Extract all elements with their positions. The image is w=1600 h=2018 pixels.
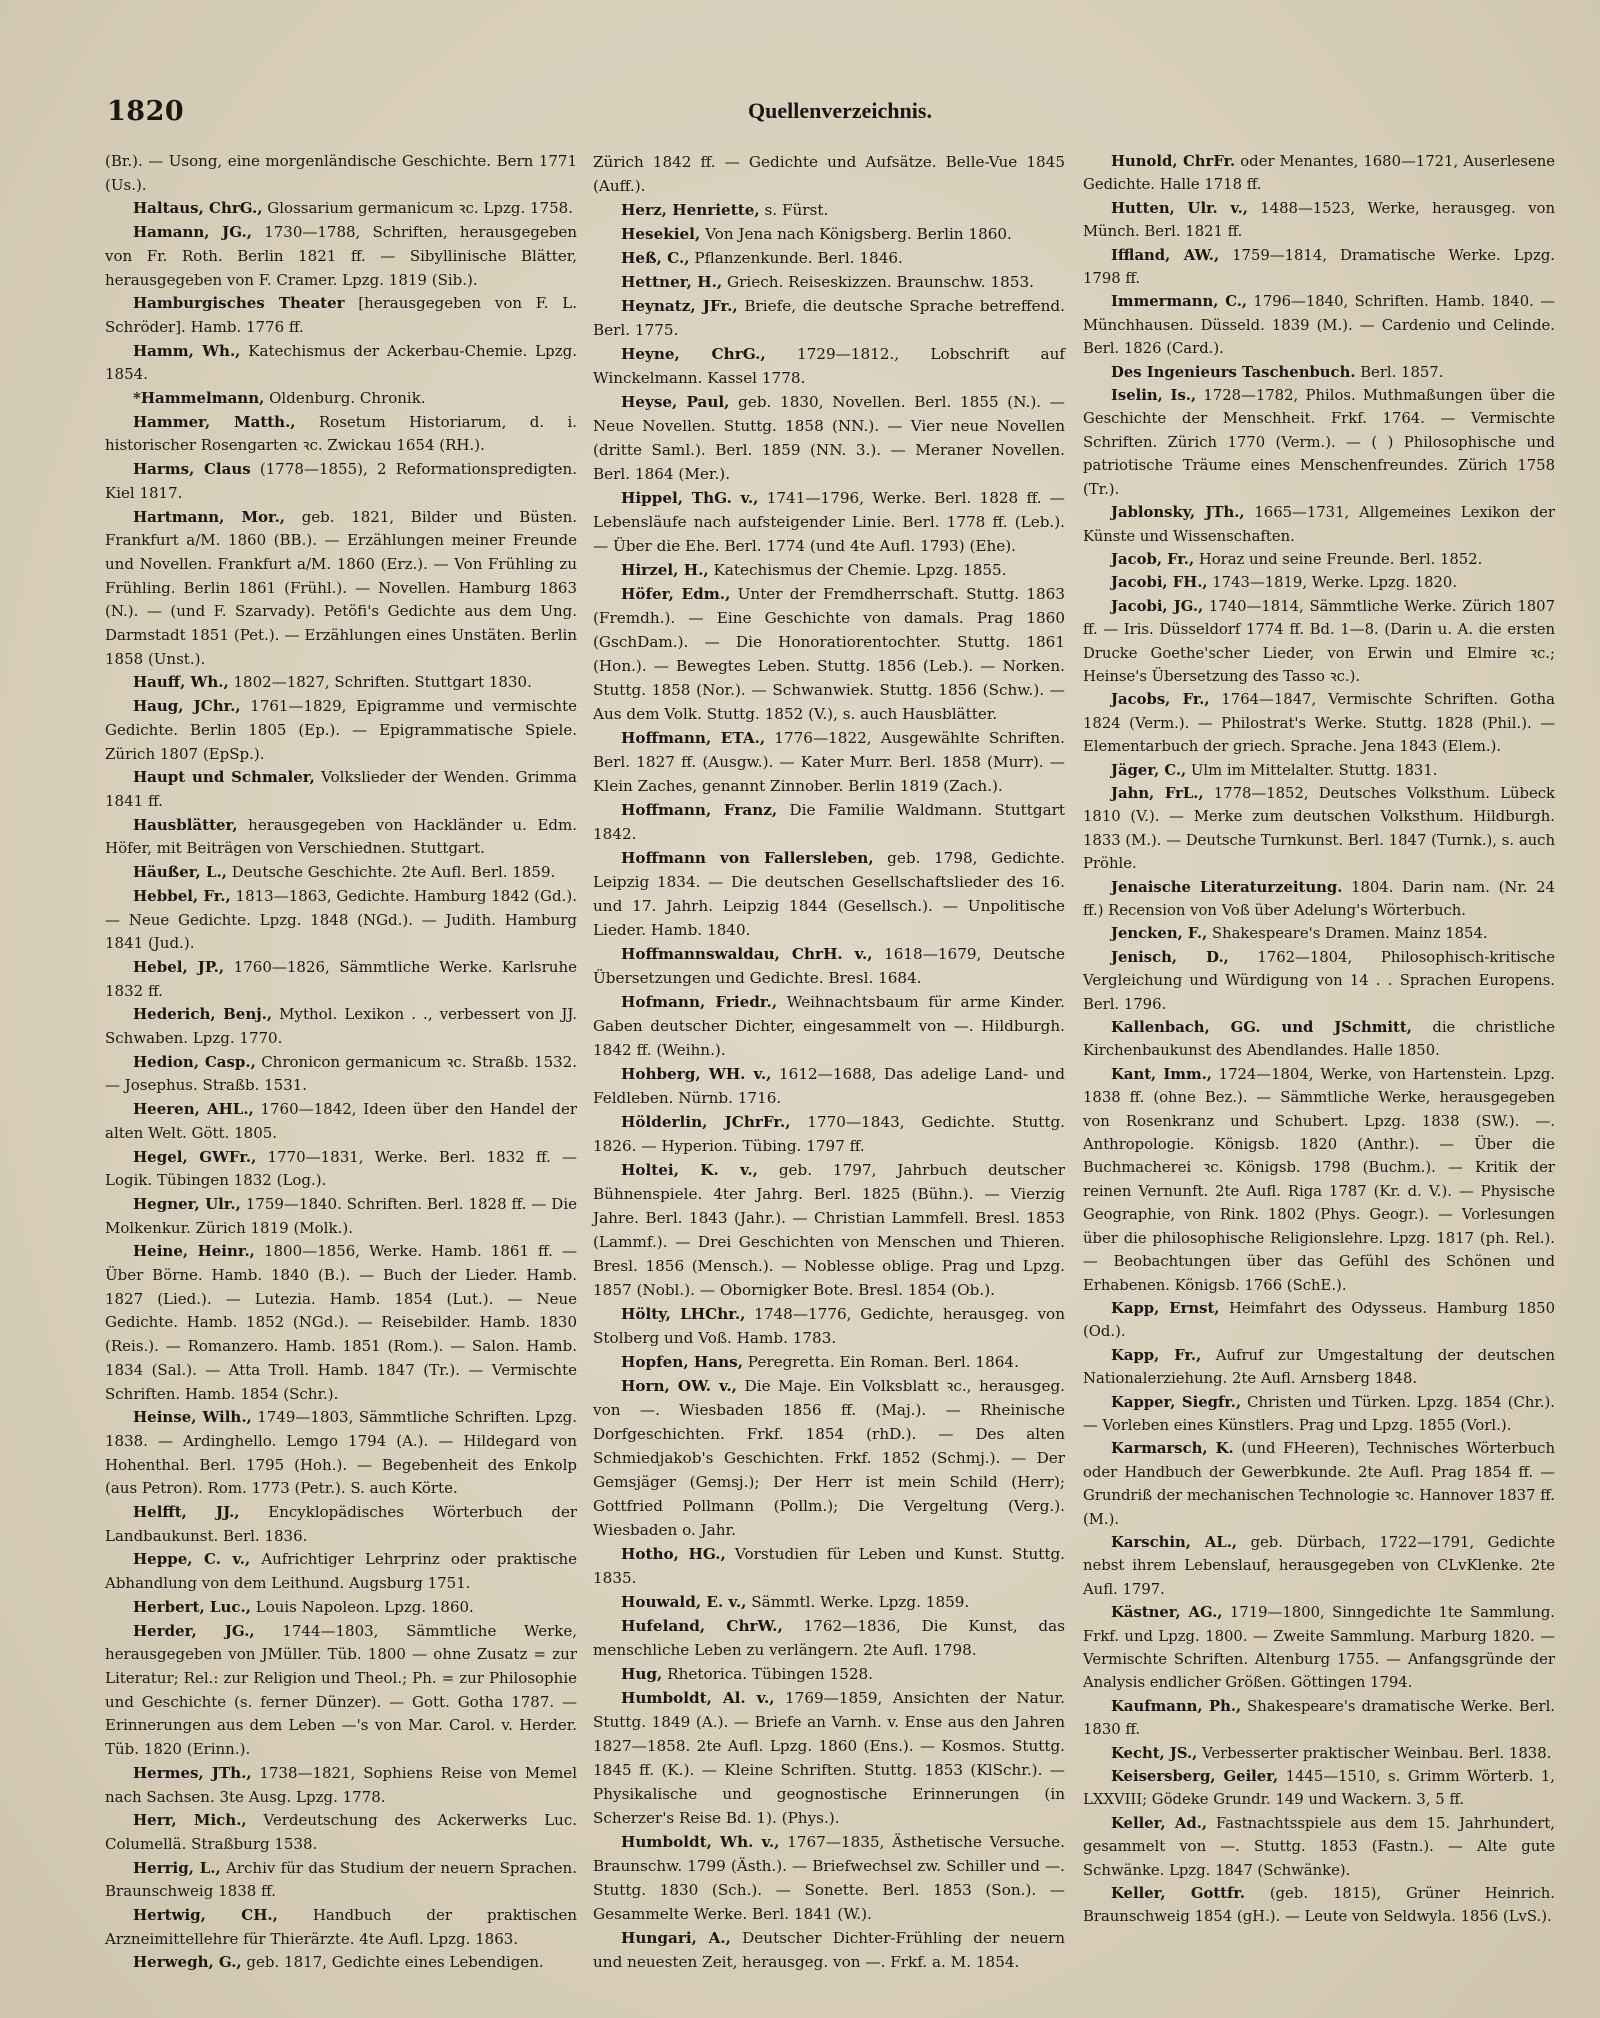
entry-text: 1741—1796, Werke. Berl. 1828 ff. — Lebensläufe nach aufsteigender Linie. Berl. 1778 ff. (Leb.). — Über die Ehe. Berl. 1774 (und 4te Aufl. 1793) (Ehe). (593, 489, 1065, 555)
bibliography-entry (593, 390, 1065, 486)
bibliography-entry (105, 1809, 577, 1856)
entry-text: Oldenburg. Chronik. (264, 389, 426, 408)
entry-author: Keller, Gottfr. (1111, 1885, 1245, 1903)
entry-text: Berl. 1857. (1355, 363, 1444, 381)
column-2 (593, 150, 1065, 1974)
bibliography-entry (593, 942, 1065, 990)
entry-author: Jacobs, Fr., (1111, 691, 1210, 709)
entry-text: (geb. 1815), Grüner Heinrich. Braunschweig 1854 (gH.). — Leute von Seldwyla. 1856 (LvS.). (1083, 1885, 1555, 1926)
entry-author: Horn, OW. v., (621, 1377, 737, 1395)
entry-author: Iselin, Is., (1111, 387, 1197, 405)
bibliography-entry (105, 197, 577, 221)
entry-author: Hammer, Matth., (133, 412, 296, 431)
entry-text: Verbesserter praktischer Weinbau. Berl. 1838. (1197, 1744, 1552, 1762)
bibliography-entry (1083, 548, 1555, 571)
bibliography-entry (1083, 946, 1555, 1016)
entry-text: Verdeutschung des Ackerwerks Luc. Columellä. Straßburg 1538. (105, 1811, 577, 1853)
entry-author: *Hammelmann, (133, 389, 265, 408)
bibliography-entry (593, 846, 1065, 942)
entry-continuation (105, 150, 577, 197)
entry-author: Hutten, Ulr. v., (1111, 199, 1248, 217)
entry-text: 1770—1831, Werke. Berl. 1832 ff. — Logik. Tübingen 1832 (Log.). (105, 1147, 578, 1190)
bibliography-entry (1083, 571, 1555, 594)
entry-text: geb. Dürbach, 1722—1791, Gedichte nebst ihrem Lebenslauf, herausgegeben von CLvKlenke. 2te Aufl. 1797. (1083, 1533, 1555, 1598)
bibliography-entry (593, 1926, 1065, 1974)
entry-text: Shakespeare's Dramen. Mainz 1854. (1207, 925, 1488, 943)
entry-text: Handbuch der praktischen Arzneimittellehre für Thierärzte. 4te Aufl. Lpzg. 1863. (105, 1906, 577, 1948)
bibliography-entry (593, 726, 1065, 798)
entry-text: 1762—1804, Philosophisch-kritische Vergleichung und Würdigung von 14 . . Sprachen Europens. Berl. 1796. (1083, 948, 1555, 1013)
entry-text: Christen und Türken. Lpzg. 1854 (Chr.). — Vorleben eines Künstlers. Prag und Lpzg. 1855 (Vorl.). (1083, 1393, 1555, 1434)
entry-author: Hedion, Casp., (133, 1052, 256, 1071)
entry-author: Hölderlin, JChrFr., (621, 1113, 791, 1131)
entry-text: 1762—1836, Die Kunst, das menschliche Leben zu verlängern. 2te Aufl. 1798. (593, 1617, 1065, 1659)
bibliography-entry (593, 798, 1065, 846)
entry-author: Heß, C., (621, 249, 690, 267)
bibliography-entry (1083, 384, 1555, 501)
entry-author: Jenisch, D., (1111, 948, 1229, 966)
entry-text: Zürich 1842 ff. — Gedichte und Aufsätze. Belle-Vue 1845 (Auff.). (593, 153, 1065, 195)
entry-text: Griech. Reiseskizzen. Braunschw. 1853. (722, 273, 1034, 291)
bibliography-entry (105, 766, 577, 813)
entry-text: oder Menantes, 1680—1721, Auserlesene Gedichte. Halle 1718 ff. (1083, 153, 1555, 194)
entry-author: Heyse, Paul, (621, 393, 730, 411)
entry-text: Shakespeare's dramatische Werke. Berl. 1830 ff. (1083, 1697, 1556, 1739)
entry-author: Keller, Ad., (1111, 1814, 1208, 1832)
entry-text: 1760—1826, Sämmtliche Werke. Karlsruhe 1832 ff. (105, 957, 578, 1000)
bibliography-entry (1083, 595, 1555, 689)
bibliography-entry (1083, 782, 1555, 876)
entry-author: Heine, Heinr., (133, 1242, 255, 1261)
bibliography-entry (1083, 1812, 1555, 1882)
entry-text: 1778—1852, Deutsches Volksthum. Lübeck 1810 (V.). — Merke zum deutschen Volksthum. Hildburgh. 1833 (M.). — Deutsche Turnkunst. Berl. 1847 (Turnk.), s. auch Pröhle. (1083, 784, 1556, 873)
entry-text: 1744—1803, Sämmtliche Werke, herausgegeben von JMüller. Tüb. 1800 — ohne Zusatz = zur Literatur; Rel.: zur Religion und Theol.; Ph. = zur Philosophie und Geschichte (s. ferner Dünzer). — Gott. Gotha 1787. — Erinnerungen aus dem Leben —'s von Mar. Carol. v. Herder. Tüb. 1820 (Erinn.). (105, 1621, 577, 1759)
bibliography-entry (105, 1620, 577, 1762)
entry-author: Heppe, C. v., (133, 1550, 251, 1569)
entry-text: Encyklopädisches Wörterbuch der Landbaukunst. Berl. 1836. (105, 1503, 578, 1545)
bibliography-entry (593, 198, 1065, 222)
bibliography-entry (593, 1302, 1065, 1350)
entry-text: 1738—1821, Sophiens Reise von Memel nach Sachsen. 3te Ausg. Lpzg. 1778. (105, 1763, 577, 1806)
entry-text: Von Jena nach Königsberg. Berlin 1860. (700, 225, 1012, 243)
bibliography-entry (1083, 1531, 1555, 1601)
entry-author: Humboldt, Al. v., (621, 1689, 775, 1707)
entry-author: Jahn, FrL., (1111, 784, 1204, 802)
entry-author: Herwegh, G., (133, 1953, 242, 1972)
bibliography-entry (105, 1098, 577, 1145)
entry-text: Briefe, die deutsche Sprache betreffend. Berl. 1775. (593, 297, 1065, 339)
entry-author: Iffland, AW., (1111, 246, 1220, 264)
entry-text: (und FHeeren), Technisches Wörterbuch oder Handbuch der Gewerbkunde. 2te Aufl. Prag 1854 ff. — Grundriß der mechanischen Technologie ꝛc. Hannover 1837 ff. (M.). (1083, 1440, 1555, 1528)
entry-author: Hirzel, H., (621, 561, 709, 579)
entry-author: Hebbel, Fr., (133, 886, 231, 905)
entry-author: Holtei, K. v., (621, 1161, 758, 1179)
entry-text: 1761—1829, Epigramme und vermischte Gedichte. Berlin 1805 (Ep.). — Epigrammatische Spiele. Zürich 1807 (EpSp.). (105, 697, 577, 763)
entry-text: 1769—1859, Ansichten der Natur. Stuttg. 1849 (A.). — Briefe an Varnh. v. Ense aus den Jahren 1827—1858. 2te Aufl. Lpzg. 1860 (Ens.). — Kosmos. Stuttg. 1845 ff. (K.). — Kleine Schriften. Stuttg. 1853 (KlSchr.). — Physikalische und geognostische Erinnerungen (in Scherzer's Reise Bd. 1). (Phys.). (593, 1689, 1065, 1827)
entry-text: Rhetorica. Tübingen 1528. (662, 1665, 873, 1683)
bibliography-entry (1083, 1391, 1555, 1438)
entry-text: geb. 1797, Jahrbuch deutscher Bühnenspiele. 4ter Jahrg. Berl. 1825 (Bühn.). — Vierzig Jahre. Berl. 1843 (Jahr.). — Christian Lammfell. Bresl. 1853 (Lammf.). — Drei Geschichten von Menschen und Thieren. Bresl. 1856 (Mensch.). — Noblesse oblige. Prag und Lpzg. 1857 (Nobl.). — Obornigker Bote. Bresl. 1854 (Ob.). (593, 1161, 1066, 1299)
entry-text: Pflanzenkunde. Berl. 1846. (689, 249, 903, 267)
running-title: Quellenverzeichnis. (748, 98, 932, 123)
bibliography-entry (1083, 1742, 1555, 1765)
entry-author: Kecht, JS., (1111, 1744, 1198, 1762)
bibliography-entry (105, 956, 577, 1003)
bibliography-entry (593, 1350, 1065, 1374)
entry-text: Aufruf zur Umgestaltung der deutschen Nationalerziehung. 2te Aufl. Arnsberg 1848. (1083, 1346, 1555, 1388)
bibliography-entry (105, 1240, 577, 1406)
entry-text: [herausgegeben von F. L. Schröder]. Hamb. 1776 ff. (105, 294, 577, 336)
entry-author: Jacobi, FH., (1111, 574, 1208, 592)
entry-text: s. Fürst. (759, 201, 829, 219)
entry-text: 1665—1731, Allgemeines Lexikon der Künste und Wissenschaften. (1083, 504, 1556, 545)
bibliography-entry (105, 671, 577, 695)
entry-text: die christliche Kirchenbaukunst des Abendlandes. Halle 1850. (1083, 1019, 1556, 1060)
entry-author: Hippel, ThG. v., (621, 489, 759, 507)
entry-text: 1740—1814, Sämmtliche Werke. Zürich 1807 ff. — Iris. Düsseldorf 1774 ff. Bd. 1—8. (Darin u. A. die ersten Drucke Goethe'scher Lieder, von Erwin und Elmire ꝛc.; Heinse's Übersetzung des Tasso ꝛc.). (1083, 597, 1556, 685)
entry-author: Hohberg, WH. v., (621, 1065, 772, 1083)
bibliography-entry (105, 221, 577, 292)
entry-author: Hederich, Benj., (133, 1005, 273, 1024)
entry-text: geb. 1830, Novellen. Berl. 1855 (N.). — Neue Novellen. Stuttg. 1858 (NN.). — Vier neue Novellen (dritte Saml.). Berl. 1859 (NN. 3.). — Meraner Novellen. Berl. 1864 (Mer.). (593, 393, 1065, 483)
bibliography-entry (1083, 501, 1555, 548)
entry-author: Hofmann, Friedr., (621, 993, 778, 1011)
entry-text: Louis Napoleon. Lpzg. 1860. (250, 1597, 474, 1616)
bibliography-entry (105, 1051, 577, 1098)
entry-text: Peregretta. Ein Roman. Berl. 1864. (742, 1353, 1019, 1371)
bibliography-entry (1083, 688, 1555, 758)
bibliography-entry (105, 1548, 577, 1595)
entry-text: Fastnachtsspiele aus dem 15. Jahrhundert, gesammelt von —. Stuttg. 1853 (Fastn.). — Alte gute Schwänke. Lpzg. 1847 (Schwänke). (1083, 1814, 1555, 1879)
bibliography-entry (593, 1830, 1065, 1926)
column-3 (1083, 150, 1555, 1929)
entry-author: Hug, (621, 1665, 663, 1683)
entry-text: 1618—1679, Deutsche Übersetzungen und Gedichte. Bresl. 1684. (593, 945, 1065, 987)
entry-author: Heeren, AHL., (133, 1100, 254, 1119)
entry-author: Jacob, Fr., (1111, 550, 1195, 568)
entry-author: Kästner, AG., (1111, 1604, 1223, 1622)
entry-author: Jencken, F., (1111, 925, 1208, 943)
entry-text: Katechismus der Ackerbau-Chemie. Lpzg. 1854. (105, 341, 577, 384)
bibliography-entry (105, 695, 577, 766)
entry-author: Hegner, Ulr., (133, 1194, 241, 1213)
entry-author: Karschin, AL., (1111, 1533, 1238, 1551)
bibliography-entry (593, 342, 1065, 390)
entry-text: 1760—1842, Ideen über den Handel der alten Welt. Gött. 1805. (105, 1100, 577, 1142)
entry-text: Rosetum Historiarum, d. i. historischer Rosengarten ꝛc. Zwickau 1654 (RH.). (105, 412, 578, 455)
entry-author: Herz, Henriette, (621, 201, 760, 219)
entry-text: 1749—1803, Sämmtliche Schriften. Lpzg. 1838. — Ardinghello. Lemgo 1794 (A.). — Hildegard von Hohenthal. Berl. 1795 (Hoh.). — Begebenheit des Enkolp (aus Petron). Rom. 1773 (Petr.). S. auch Körte. (105, 1408, 577, 1498)
entry-author: Kapp, Ernst, (1111, 1299, 1220, 1317)
bibliography-entry (1083, 1016, 1555, 1063)
entry-author: Hauff, Wh., (133, 673, 229, 692)
entry-author: Jacobi, JG., (1111, 597, 1204, 615)
bibliography-entry (105, 1406, 577, 1501)
entry-author: Hebel, JP., (133, 957, 225, 976)
bibliography-entry (105, 1003, 577, 1050)
entry-author: Hamburgisches Theater (133, 294, 345, 313)
bibliography-entry (593, 1614, 1065, 1662)
entry-text: Heimfahrt des Odysseus. Hamburg 1850 (Od.). (1083, 1299, 1556, 1341)
bibliography-entry (593, 246, 1065, 270)
bibliography-entry (105, 340, 577, 387)
entry-author: Kant, Imm., (1111, 1065, 1212, 1083)
entry-author: Hoffmann, Franz, (621, 801, 778, 819)
entry-text: 1776—1822, Ausgewählte Schriften. Berl. 1827 ff. (Ausgw.). — Kater Murr. Berl. 1858 (Murr). — Klein Zaches, genannt Zinnober. Berlin 1819 (Zach.). (593, 729, 1066, 795)
entry-author: Jenaische Literaturzeitung. (1111, 878, 1343, 896)
entry-text: 1729—1812., Lobschrift auf Winckelmann. Kassel 1778. (593, 345, 1065, 387)
bibliography-entry (105, 506, 577, 672)
bibliography-entry (1083, 1344, 1555, 1391)
entry-continuation (593, 150, 1065, 198)
entry-author: Kaufmann, Ph., (1111, 1697, 1242, 1715)
entry-text: Deutsche Geschichte. 2te Aufl. Berl. 1859. (226, 863, 556, 882)
entry-text: 1759—1840. Schriften. Berl. 1828 ff. — Die Molkenkur. Zürich 1819 (Molk.). (105, 1194, 577, 1237)
entry-author: Immermann, C., (1111, 293, 1248, 311)
entry-text: Vorstudien für Leben und Kunst. Stuttg. 1835. (593, 1545, 1065, 1587)
entry-author: Hungari, A., (621, 1929, 731, 1947)
bibliography-entry (1083, 759, 1555, 782)
entry-text: 1796—1840, Schriften. Hamb. 1840. — Münchhausen. Düsseld. 1839 (M.). — Cardenio und Celinde. Berl. 1826 (Card.). (1083, 293, 1556, 358)
entry-author: Houwald, E. v., (621, 1593, 747, 1611)
entry-author: Haltaus, ChrG., (133, 199, 263, 218)
entry-author: Herbert, Luc., (133, 1597, 251, 1616)
entry-text: Die Familie Waldmann. Stuttgart 1842. (593, 801, 1066, 843)
bibliography-entry (1083, 1063, 1555, 1297)
bibliography-entry (1083, 244, 1555, 291)
bibliography-entry (593, 582, 1065, 726)
entry-text: 1719—1800, Sinngedichte 1te Sammlung. Frkf. und Lpzg. 1800. — Zweite Sammlung. Marburg 1820. — Vermischte Schriften. Altenburg 1755. — Anfangsgründe der Analysis endlicher Größen. Göttingen 1794. (1083, 1604, 1555, 1692)
entry-text: Glossarium germanicum ꝛc. Lpzg. 1758. (262, 199, 573, 218)
entry-text: Die Maje. Ein Volksblatt ꝛc., herausgeg. von —. Wiesbaden 1856 ff. (Maj.). — Rheinische Dorfgeschichten. Frkf. 1854 (rhD.). — Des alten Schmiedjakob's Geschichten. Frkf. 1852 (Schmj.). — Der Gemsjäger (Gemsj.); Der Herr ist mein Schild (Herr); Gottfried Pollmann (Pollm.); Die Vergeltung (Verg.). Wiesbaden o. Jahr. (593, 1377, 1065, 1539)
bibliography-entry (1083, 197, 1555, 244)
entry-text: Mythol. Lexikon . ., verbessert von JJ. Schwaben. Lpzg. 1770. (105, 1005, 577, 1048)
bibliography-entry (105, 387, 577, 411)
entry-author: Karmarsch, K. (1111, 1440, 1234, 1458)
entry-author: Hoffmannswaldau, ChrH. v., (621, 945, 873, 963)
bibliography-entry (593, 558, 1065, 582)
bibliography-entry (105, 885, 577, 956)
entry-text: Volkslieder der Wenden. Grimma 1841 ff. (105, 768, 577, 810)
entry-author: Hufeland, ChrW., (621, 1617, 783, 1635)
entry-text: Ulm im Mittelalter. Stuttg. 1831. (1186, 761, 1438, 779)
column-1 (105, 150, 577, 1975)
bibliography-entry (105, 861, 577, 885)
entry-author: Helfft, JJ., (133, 1503, 240, 1522)
bibliography-entry (105, 1501, 577, 1548)
entry-text: 1770—1843, Gedichte. Stuttg. 1826. — Hyperion. Tübing. 1797 ff. (593, 1113, 1065, 1155)
entry-author: Hertwig, CH., (133, 1906, 278, 1925)
entry-author: Herder, JG., (133, 1621, 255, 1640)
entry-author: Jäger, C., (1111, 761, 1187, 779)
bibliography-entry (593, 294, 1065, 342)
bibliography-entry (593, 990, 1065, 1062)
bibliography-entry (1083, 361, 1555, 384)
entry-author: Hamann, JG., (133, 223, 252, 242)
entry-text: Chronicon germanicum ꝛc. Straßb. 1532. — Josephus. Straßb. 1531. (105, 1052, 577, 1095)
bibliography-entry (593, 1542, 1065, 1590)
entry-text: 1743—1819, Werke. Lpzg. 1820. (1207, 574, 1458, 592)
entry-text: 1813—1863, Gedichte. Hamburg 1842 (Gd.). — Neue Gedichte. Lpzg. 1848 (NGd.). — Judith. Hamburg 1841 (Jud.). (105, 886, 578, 953)
entry-author: Des Ingenieurs Taschenbuch. (1111, 363, 1356, 381)
bibliography-entry (593, 222, 1065, 246)
entry-text: 1730—1788, Schriften, herausgegeben von Fr. Roth. Berlin 1821 ff. — Sibyllinische Blätter, herausgegeben von F. Cramer. Lpzg. 1819 (Sib.). (105, 223, 578, 289)
entry-author: Herr, Mich., (133, 1811, 247, 1830)
entry-text: 1445—1510, s. Grimm Wörterb. 1, LXXVIII; Gödeke Grundr. 149 und Wackern. 3, 5 ff. (1083, 1768, 1555, 1809)
bibliography-entry (593, 1062, 1065, 1110)
entry-text: 1800—1856, Werke. Hamb. 1861 ff. — Über Börne. Hamb. 1840 (B.). — Buch der Lieder. Hamb. 1827 (Lied.). — Lutezia. Hamb. 1854 (Lut.). — Neue Gedichte. Hamb. 1852 (NGd.). — Reisebilder. Hamb. 1830 (Reis.). — Romanzero. Hamb. 1851 (Rom.). — Salon. Hamb. 1834 (Sal.). — Atta Troll. Hamb. 1847 (Tr.). — Vermischte Schriften. Hamb. 1854 (Schr.). (105, 1242, 577, 1403)
bibliography-entry (105, 292, 577, 339)
entry-text: Katechismus der Chemie. Lpzg. 1855. (708, 561, 1007, 579)
bibliography-entry (105, 814, 577, 861)
bibliography-entry (105, 411, 577, 458)
entry-author: Hunold, ChrFr. (1111, 153, 1236, 170)
bibliography-entry (1083, 876, 1555, 923)
bibliography-entry (105, 458, 577, 505)
entry-author: Höfer, Edm., (621, 585, 731, 603)
entry-text: 1764—1847, Vermischte Schriften. Gotha 1824 (Verm.). — Philostrat's Werke. Stuttg. 1828 (Phil.). — Elementarbuch der griech. Sprache. Jena 1843 (Elem.). (1083, 691, 1555, 756)
bibliography-entry (593, 1686, 1065, 1830)
bibliography-entry (105, 1951, 577, 1975)
bibliography-entry (1083, 1765, 1555, 1812)
entry-text: Horaz und seine Freunde. Berl. 1852. (1194, 550, 1483, 568)
entry-author: Hermes, JTh., (133, 1763, 252, 1782)
entry-text: 1728—1782, Philos. Muthmaßungen über die Geschichte der Menschheit. Frkf. 1764. — Vermischte Schriften. Zürich 1770 (Verm.). — ( ) Philosophische und patriotische Träume eines Menschenfreundes. Zürich 1758 (Tr.). (1083, 387, 1555, 498)
bibliography-entry (593, 1590, 1065, 1614)
entry-text: 1804. Darin nam. (Nr. 24 ff.) Recension von Voß über Adelung's Wörterbuch. (1083, 878, 1555, 919)
entry-author: Hölty, LHChr., (621, 1305, 746, 1323)
entry-author: Keisersberg, Geiler, (1111, 1768, 1279, 1786)
bibliography-entry (1083, 1297, 1555, 1344)
bibliography-entry (593, 1110, 1065, 1158)
entry-author: Hamm, Wh., (133, 341, 241, 360)
entry-author: Hegel, GWFr., (133, 1147, 257, 1166)
bibliography-entry (105, 1904, 577, 1951)
bibliography-entry (1083, 1601, 1555, 1695)
entry-text: 1612—1688, Das adelige Land- und Feldleben. Nürnb. 1716. (593, 1065, 1065, 1107)
bibliography-entry (593, 1374, 1065, 1542)
entry-text: herausgegeben von Hackländer u. Edm. Höfer, mit Beiträgen von Verschiednen. Stuttgart. (105, 815, 577, 858)
entry-text: Aufrichtiger Lehrprinz oder praktische Abhandlung von dem Leithund. Augsburg 1751. (105, 1550, 578, 1593)
bibliography-entry (105, 1596, 577, 1620)
bibliography-entry (593, 486, 1065, 558)
entry-text: Unter der Fremdherrschaft. Stuttg. 1863 (Fremdh.). — Eine Geschichte von damals. Prag 1860 (GschDam.). — Die Honoratiorentochter. Stuttg. 1861 (Hon.). — Bewegtes Leben. Stuttg. 1856 (Leb.). — Norken. Stuttg. 1858 (Nor.). — Schwanwiek. Stuttg. 1856 (Schw.). — Aus dem Volk. Stuttg. 1852 (V.), s. auch Hausblätter. (593, 585, 1065, 723)
entry-text: (Br.). — Usong, eine morgenländische Geschichte. Bern 1771 (Us.). (105, 152, 577, 194)
entry-author: Hotho, HG., (621, 1545, 726, 1563)
entry-text: 1759—1814, Dramatische Werke. Lpzg. 1798 ff. (1083, 246, 1555, 288)
entry-text: geb. 1817, Gedichte eines Lebendigen. (241, 1953, 544, 1972)
bibliography-entry (1083, 1695, 1555, 1742)
entry-author: Haug, JChr., (133, 697, 241, 716)
entry-text: Archiv für das Studium der neuern Sprachen. Braunschweig 1838 ff. (105, 1858, 577, 1901)
bibliography-entry (1083, 1437, 1555, 1531)
entry-author: Jablonsky, JTh., (1111, 504, 1245, 522)
entry-author: Hartmann, Mor., (133, 507, 286, 526)
bibliography-entry (1083, 922, 1555, 945)
entry-author: Heinse, Wilh., (133, 1408, 252, 1427)
bibliography-entry (105, 1193, 577, 1240)
entry-author: Kapper, Siegfr., (1111, 1393, 1242, 1411)
bibliography-entry (105, 1762, 577, 1809)
entry-author: Heyne, ChrG., (621, 345, 766, 363)
entry-text: Sämmtl. Werke. Lpzg. 1859. (746, 1593, 970, 1611)
entry-text: 1724—1804, Werke, von Hartenstein. Lpzg. 1838 ff. (ohne Bez.). — Sämmtliche Werke, herausgegeben von Rosenkranz und Schubert. Lpzg. 1838 (SW.). —. Anthropologie. Königsb. 1820 (Anthr.). — Über die Buchmacherei ꝛc. Königsb. 1798 (Buchm.). — Kritik der reinen Vernunft. 2te Aufl. Riga 1787 (Kr. d. V.). — Physische Geographie, von Rink. 1802 (Phys. Geogr.). — Vorlesungen über die philosophische Religionslehre. Lpzg. 1817 (ph. Rel.). — Beobachtungen über das Gefühl des Schönen und Erhabenen. Königsb. 1766 (SchE.). (1083, 1065, 1556, 1294)
entry-author: Hopfen, Hans, (621, 1353, 743, 1371)
entry-text: (1778—1855), 2 Reformationspredigten. Kiel 1817. (105, 460, 577, 502)
bibliography-entry (1083, 150, 1555, 197)
bibliography-entry (593, 1662, 1065, 1686)
entry-text: 1748—1776, Gedichte, herausgeg. von Stolberg und Voß. Hamb. 1783. (593, 1305, 1065, 1347)
entry-text: geb. 1798, Gedichte. Leipzig 1834. — Die deutschen Gesellschaftslieder des 16. und 17. Jahrh. Leipzig 1844 (Gesellsch.). — Unpolitische Lieder. Hamb. 1840. (593, 849, 1065, 939)
bibliography-entry (1083, 290, 1555, 360)
entry-text: Deutscher Dichter-Frühling der neuern und neuesten Zeit, herausgeg. von —. Frkf. a. M. 1854. (593, 1929, 1065, 1971)
bibliography-entry (1083, 1882, 1555, 1929)
bibliography-entry (105, 1857, 577, 1904)
entry-author: Kapp, Fr., (1111, 1346, 1202, 1364)
entry-text: Weihnachtsbaum für arme Kinder. Gaben deutscher Dichter, eingesammelt von —. Hildburgh. 1842 ff. (Weihn.). (593, 993, 1065, 1059)
entry-text: 1767—1835, Ästhetische Versuche. Braunschw. 1799 (Ästh.). — Briefwechsel zw. Schiller und —. Stuttg. 1830 (Sch.). — Sonette. Berl. 1853 (Son.). — Gesammelte Werke. Berl. 1841 (W.). (593, 1833, 1065, 1923)
entry-author: Hettner, H., (621, 273, 723, 291)
entry-text: geb. 1821, Bilder und Büsten. Frankfurt a/M. 1860 (BB.). — Erzählungen meiner Freunde und Novellen. Frankfurt a/M. 1860 (Erz.). — Von Frühling zu Frühling. Berlin 1861 (Frühl.). — Novellen. Hamburg 1863 (N.). — (und F. Szarvady). Petöfi's Gedichte aus dem Ung. Darmstadt 1851 (Pet.). — Erzählungen eines Unstäten. Berlin 1858 (Unst.). (105, 507, 577, 668)
entry-text: 1488—1523, Werke, herausgeg. von Münch. Berl. 1821 ff. (1083, 199, 1555, 241)
entry-author: Haupt und Schmaler, (133, 768, 315, 787)
entry-text: 1802—1827, Schriften. Stuttgart 1830. (228, 673, 532, 692)
entry-author: Hesekiel, (621, 225, 701, 243)
page-number: 1820 (107, 96, 185, 127)
bibliography-entry (593, 270, 1065, 294)
entry-author: Hoffmann, ETA., (621, 729, 766, 747)
bibliography-entry (593, 1158, 1065, 1302)
entry-author: Humboldt, Wh. v., (621, 1833, 780, 1851)
entry-author: Kallenbach, GG. und JSchmitt, (1111, 1019, 1412, 1037)
entry-author: Herrig, L., (133, 1858, 221, 1877)
entry-author: Hausblätter, (133, 815, 238, 834)
bibliography-entry (105, 1146, 577, 1193)
entry-author: Hoffmann von Fallersleben, (621, 849, 874, 867)
entry-author: Häußer, L., (133, 863, 227, 882)
entry-author: Harms, Claus (133, 460, 251, 479)
entry-author: Heynatz, JFr., (621, 297, 738, 315)
